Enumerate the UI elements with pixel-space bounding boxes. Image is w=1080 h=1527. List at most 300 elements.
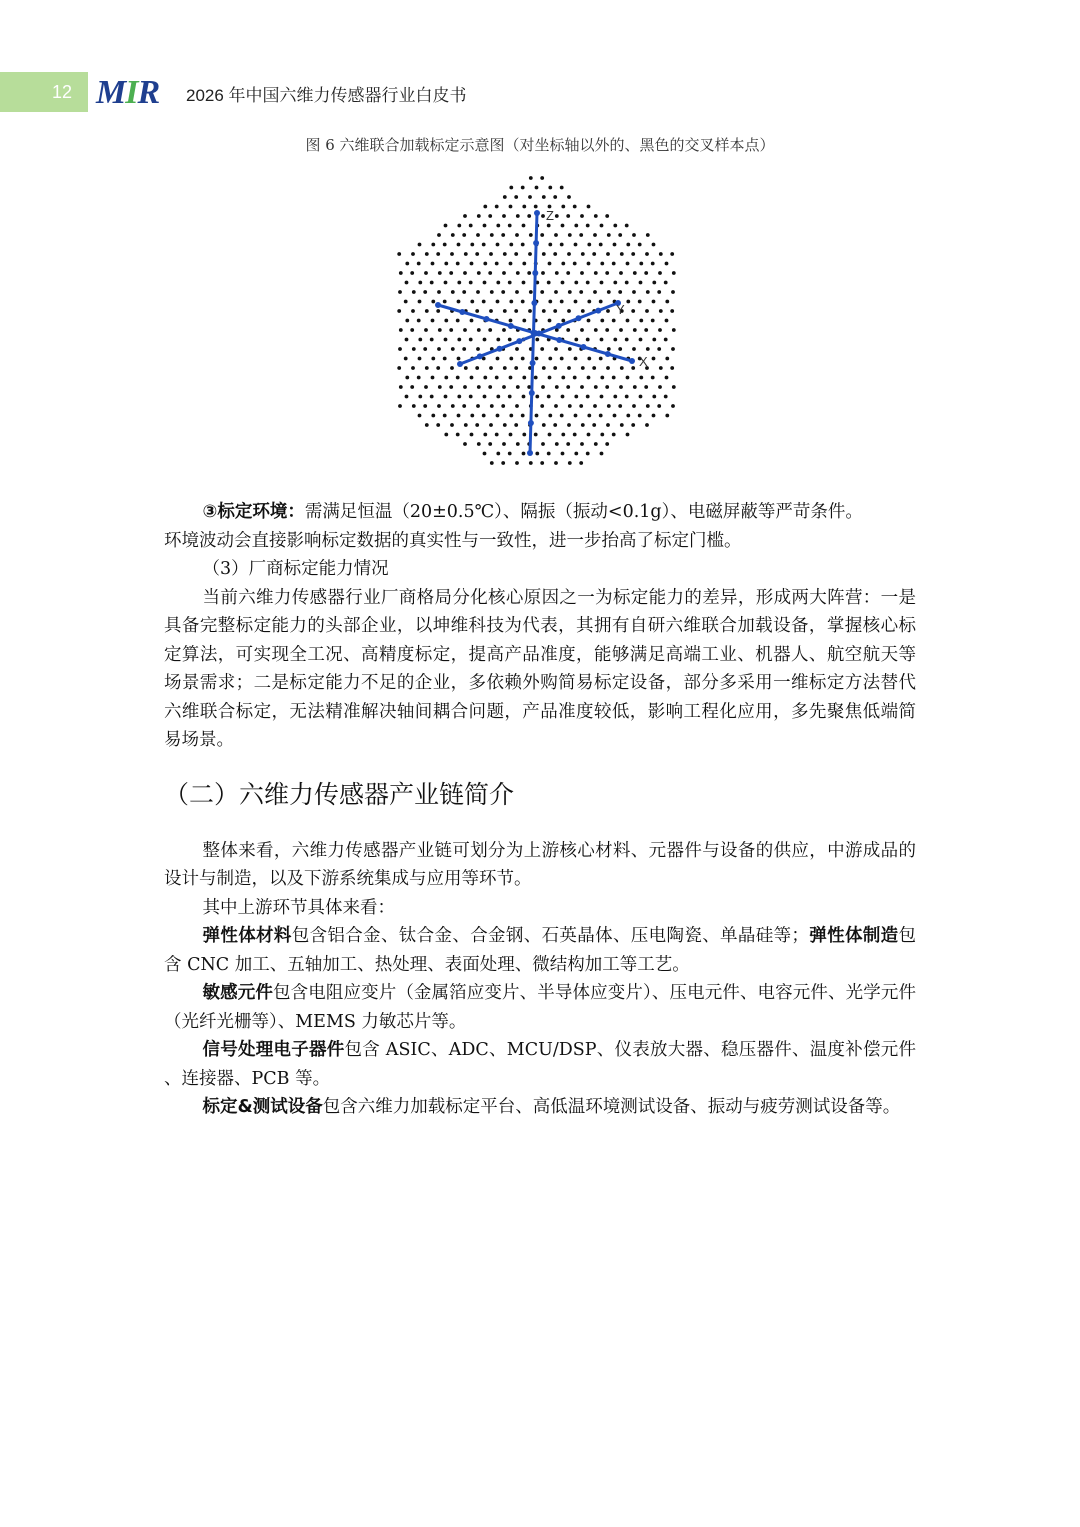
sample-point	[586, 395, 590, 399]
sample-point	[457, 243, 461, 247]
sample-point	[501, 404, 505, 408]
sample-point	[560, 357, 564, 361]
sample-point	[548, 186, 552, 190]
sample-point	[580, 214, 584, 218]
sample-point	[424, 328, 428, 332]
sample-point	[555, 271, 559, 275]
sample-point	[547, 395, 551, 399]
sample-point	[670, 366, 674, 370]
sample-point	[398, 290, 402, 294]
sample-point	[561, 452, 565, 456]
sample-point	[568, 290, 572, 294]
sample-point	[548, 300, 552, 304]
sample-point	[483, 338, 487, 342]
sample-point	[534, 433, 538, 437]
sample-point	[483, 262, 487, 266]
sample-point	[405, 338, 409, 342]
sample-point	[457, 300, 461, 304]
sample-point	[652, 338, 656, 342]
sample-point	[613, 395, 617, 399]
sample-point	[417, 319, 421, 323]
sample-point	[542, 252, 546, 256]
sample-point	[659, 252, 663, 256]
sample-point	[672, 271, 676, 275]
axis-marker	[556, 323, 562, 329]
sample-point	[594, 385, 598, 389]
sample-point	[509, 319, 513, 323]
sample-point	[437, 404, 441, 408]
sample-point	[561, 262, 565, 266]
sample-point	[462, 233, 466, 237]
sample-point	[606, 366, 610, 370]
sample-point	[594, 442, 598, 446]
sample-point	[605, 442, 609, 446]
sample-point	[594, 271, 598, 275]
sample-point	[639, 376, 643, 380]
sample-point	[521, 243, 525, 247]
sample-point	[625, 281, 629, 285]
axis-marker	[529, 390, 535, 396]
sample-point	[509, 262, 513, 266]
sample-point	[620, 252, 624, 256]
sample-point	[529, 461, 533, 465]
sample-point	[632, 290, 636, 294]
sample-point	[665, 357, 669, 361]
sample-point	[547, 452, 551, 456]
sample-point	[652, 414, 656, 418]
sample-point	[412, 347, 416, 351]
sample-point	[470, 300, 474, 304]
sample-point	[431, 262, 435, 266]
sample-point	[665, 319, 669, 323]
sample-point	[450, 366, 454, 370]
sample-point	[566, 385, 570, 389]
axis-marker	[477, 353, 483, 359]
sample-point	[561, 205, 565, 209]
sample-point	[553, 366, 557, 370]
sample-point	[574, 243, 578, 247]
sample-point	[476, 347, 480, 351]
sample-point	[561, 433, 565, 437]
sample-point	[522, 452, 526, 456]
sample-point	[488, 442, 492, 446]
sample-point	[605, 214, 609, 218]
sample-point	[424, 271, 428, 275]
sample-point	[503, 423, 507, 427]
sample-point	[516, 271, 520, 275]
sample-point	[529, 176, 533, 180]
sample-point	[618, 404, 622, 408]
sample-point	[657, 347, 661, 351]
sample-point	[631, 366, 635, 370]
sample-point	[424, 385, 428, 389]
sample-point	[534, 205, 538, 209]
sample-point	[462, 404, 466, 408]
sample-point	[658, 328, 662, 332]
sample-point	[541, 385, 545, 389]
elastomer-material-label: 弹性体材料	[202, 926, 292, 946]
sample-point	[625, 395, 629, 399]
sample-point	[431, 414, 435, 418]
sample-point	[599, 414, 603, 418]
sample-point	[496, 395, 500, 399]
sample-point	[508, 281, 512, 285]
sample-point	[587, 433, 591, 437]
sample-point	[496, 281, 500, 285]
sample-point	[462, 347, 466, 351]
sample-point	[475, 423, 479, 427]
sample-point	[600, 433, 604, 437]
sample-point	[444, 376, 448, 380]
sample-point	[626, 262, 630, 266]
axis-label-x: X	[639, 354, 648, 369]
sample-point	[566, 328, 570, 332]
sample-point	[522, 205, 526, 209]
page-header	[0, 72, 1080, 112]
sample-point	[664, 338, 668, 342]
sample-point	[438, 385, 442, 389]
axis-marker	[629, 358, 635, 364]
sample-point	[626, 243, 630, 247]
sample-point	[607, 290, 611, 294]
sample-point	[483, 376, 487, 380]
axis-marker	[581, 344, 587, 350]
sample-point	[593, 404, 597, 408]
sample-point	[540, 176, 544, 180]
sample-point	[457, 414, 461, 418]
sample-point	[405, 262, 409, 266]
paragraph-calibration-environment	[164, 498, 916, 527]
sample-point	[475, 252, 479, 256]
sample-point	[436, 252, 440, 256]
sample-point	[397, 309, 401, 313]
sample-point	[631, 423, 635, 427]
sample-point	[542, 423, 546, 427]
sample-point	[515, 290, 519, 294]
sample-point	[469, 338, 473, 342]
sample-point	[600, 319, 604, 323]
sample-point	[652, 281, 656, 285]
sample-point	[488, 328, 492, 332]
section-title: （二）六维力传感器产业链简介	[164, 779, 515, 809]
sample-point	[606, 423, 610, 427]
sample-point	[469, 281, 473, 285]
env-heading: ③标定环境：	[202, 502, 305, 522]
sample-point	[670, 309, 674, 313]
axis-marker	[532, 270, 538, 276]
sample-point	[581, 423, 585, 427]
sample-point	[470, 433, 474, 437]
sample-point	[495, 205, 499, 209]
sample-point	[561, 376, 565, 380]
sample-point	[568, 233, 572, 237]
sample-point	[444, 281, 448, 285]
sample-point	[431, 300, 435, 304]
sample-point	[644, 328, 648, 332]
sample-point	[470, 376, 474, 380]
sample-point	[477, 328, 481, 332]
signal-processing-label: 信号处理电子器件	[202, 1040, 345, 1060]
sample-point	[431, 357, 435, 361]
sensitive-elements-label: 敏感元件	[202, 983, 273, 1003]
sample-point	[489, 309, 493, 313]
sample-point	[587, 262, 591, 266]
sample-point	[586, 224, 590, 228]
sample-point	[664, 281, 668, 285]
sample-point	[514, 309, 518, 313]
axis-marker	[531, 300, 537, 306]
sample-point	[529, 290, 533, 294]
sample-point	[456, 433, 460, 437]
sample-point	[592, 366, 596, 370]
sample-point	[553, 195, 557, 199]
sample-point	[516, 214, 520, 218]
sample-point	[463, 442, 467, 446]
sample-point	[574, 281, 578, 285]
sample-point	[605, 328, 609, 332]
sample-point	[534, 376, 538, 380]
sample-point	[404, 357, 408, 361]
sample-point	[527, 271, 531, 275]
sample-point	[548, 414, 552, 418]
sample-point	[509, 376, 513, 380]
sample-point	[619, 271, 623, 275]
sample-point	[612, 262, 616, 266]
axis-marker	[508, 323, 514, 329]
sample-point	[515, 404, 519, 408]
sample-point	[607, 233, 611, 237]
sample-point	[554, 347, 558, 351]
sample-point	[632, 233, 636, 237]
body-content	[164, 498, 916, 1122]
sample-point	[437, 290, 441, 294]
sample-point	[567, 195, 571, 199]
sample-point	[482, 243, 486, 247]
sample-point	[398, 347, 402, 351]
sample-point	[567, 423, 571, 427]
sample-point	[399, 385, 403, 389]
sample-point	[475, 309, 479, 313]
sample-point	[574, 395, 578, 399]
sample-point	[605, 271, 609, 275]
sample-point	[502, 214, 506, 218]
sample-point	[599, 243, 603, 247]
sample-point	[612, 319, 616, 323]
paragraph-env-impact: 环境波动会直接影响标定数据的真实性与一致性，进一步抬高了标定门槛。	[164, 530, 742, 551]
sample-point	[561, 319, 565, 323]
sample-point	[509, 243, 513, 247]
sample-point	[587, 300, 591, 304]
sample-point	[456, 376, 460, 380]
sample-point	[599, 300, 603, 304]
sample-point	[631, 252, 635, 256]
sample-point	[418, 243, 422, 247]
sample-point	[548, 243, 552, 247]
sample-point	[567, 309, 571, 313]
sample-point	[469, 395, 473, 399]
sample-point	[483, 395, 487, 399]
sample-point	[587, 319, 591, 323]
sample-point	[515, 461, 519, 465]
sample-point	[451, 290, 455, 294]
sample-point	[652, 357, 656, 361]
sample-point	[443, 357, 447, 361]
sample-point	[508, 224, 512, 228]
sample-point	[503, 252, 507, 256]
axis-marker	[457, 361, 463, 367]
sample-point	[618, 347, 622, 351]
sample-point	[639, 338, 643, 342]
sample-point	[404, 300, 408, 304]
sample-point	[410, 385, 414, 389]
sample-point	[437, 347, 441, 351]
sample-point	[489, 252, 493, 256]
sample-point	[613, 414, 617, 418]
sample-point	[444, 224, 448, 228]
paragraph-industry-chain: 整体来看，六维力传感器产业链可划分为上游核心材料、元器件与设备的供应，中游成品的设计与制造，以及下游系统集成与应用等环节。	[164, 840, 916, 889]
sample-point	[430, 395, 434, 399]
sample-point	[411, 366, 415, 370]
sample-point	[644, 385, 648, 389]
sample-point	[600, 452, 604, 456]
axis-marker	[556, 337, 562, 343]
sample-point	[568, 404, 572, 408]
sample-point	[477, 271, 481, 275]
sample-point	[645, 423, 649, 427]
sample-point	[463, 271, 467, 275]
sample-point	[399, 328, 403, 332]
sample-point	[646, 233, 650, 237]
sample-point	[444, 338, 448, 342]
sample-point	[462, 290, 466, 294]
sample-point	[502, 442, 506, 446]
sample-point	[593, 290, 597, 294]
sample-point	[580, 328, 584, 332]
sample-point	[553, 252, 557, 256]
sample-point	[509, 300, 513, 304]
sample-point	[573, 376, 577, 380]
sample-point	[566, 271, 570, 275]
sample-point	[548, 262, 552, 266]
sample-point	[626, 319, 630, 323]
sample-point	[405, 281, 409, 285]
sample-point	[405, 395, 409, 399]
sample-point	[540, 347, 544, 351]
sample-point	[574, 224, 578, 228]
sample-point	[638, 243, 642, 247]
sample-point	[496, 224, 500, 228]
axis-marker	[595, 308, 601, 314]
paragraph-upstream-intro: 其中上游环节具体来看：	[202, 897, 395, 918]
sample-point	[553, 423, 557, 427]
sample-point	[600, 376, 604, 380]
sample-point	[509, 414, 513, 418]
sample-point	[483, 205, 487, 209]
mir-logo: MIR	[96, 74, 160, 111]
sample-point	[425, 309, 429, 313]
sample-point	[425, 252, 429, 256]
sample-point	[567, 252, 571, 256]
sample-point	[516, 442, 520, 446]
sample-point	[618, 290, 622, 294]
paragraph-test-equipment	[164, 1093, 916, 1122]
sample-point	[488, 271, 492, 275]
sample-point	[555, 214, 559, 218]
sample-point	[632, 347, 636, 351]
sample-point	[522, 281, 526, 285]
elastomer-manufacturing-text: 包含 CNC 加工、五轴加工、热处理、表面处理、微结构加工等工艺。	[164, 926, 917, 975]
sample-point	[503, 366, 507, 370]
sample-point	[542, 366, 546, 370]
sample-point	[592, 423, 596, 427]
sample-point	[664, 395, 668, 399]
sample-point	[586, 452, 590, 456]
sample-point	[606, 309, 610, 313]
axis-marker	[435, 302, 441, 308]
sample-point	[464, 366, 468, 370]
sample-point	[412, 404, 416, 408]
sample-point	[464, 252, 468, 256]
sample-point	[672, 328, 676, 332]
sample-point	[535, 338, 539, 342]
sample-point	[514, 366, 518, 370]
sample-point	[554, 461, 558, 465]
sample-point	[509, 433, 513, 437]
sample-point	[560, 300, 564, 304]
sample-point	[600, 338, 604, 342]
sample-point	[522, 319, 526, 323]
axis-marker	[536, 331, 542, 337]
sample-point	[651, 376, 655, 380]
sample-point	[567, 366, 571, 370]
sample-point	[612, 433, 616, 437]
sample-point	[528, 195, 532, 199]
sample-point	[470, 243, 474, 247]
sample-point	[444, 262, 448, 266]
sample-point	[600, 395, 604, 399]
sample-point	[444, 433, 448, 437]
sample-point	[540, 404, 544, 408]
sample-point	[503, 195, 507, 199]
sample-point	[464, 423, 468, 427]
sample-point	[482, 414, 486, 418]
sample-point	[508, 452, 512, 456]
sample-point	[620, 366, 624, 370]
sample-point	[580, 271, 584, 275]
sample-point	[502, 385, 506, 389]
sample-point	[522, 262, 526, 266]
sample-point	[528, 309, 532, 313]
sample-point	[542, 309, 546, 313]
sample-point	[638, 414, 642, 418]
sample-point	[496, 300, 500, 304]
sample-point	[457, 338, 461, 342]
sample-point	[548, 433, 552, 437]
sample-point	[619, 328, 623, 332]
sample-point	[548, 376, 552, 380]
sample-point	[579, 461, 583, 465]
sample-point	[606, 252, 610, 256]
sample-point	[542, 195, 546, 199]
sample-point	[436, 366, 440, 370]
sample-point	[541, 214, 545, 218]
sample-point	[587, 357, 591, 361]
sample-point	[490, 461, 494, 465]
sample-point	[560, 186, 564, 190]
sample-point	[618, 233, 622, 237]
sample-point	[566, 214, 570, 218]
test-equipment-label: 标定&测试设备	[202, 1097, 323, 1117]
